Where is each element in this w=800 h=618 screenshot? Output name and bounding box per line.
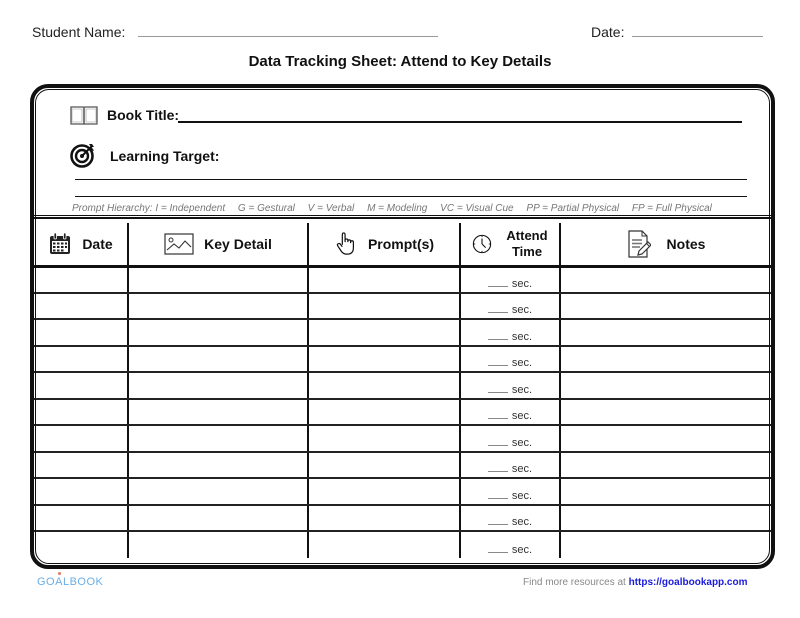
table-row	[34, 425, 771, 452]
attend-time-blank[interactable]	[488, 365, 508, 366]
prompt-hierarchy-legend	[72, 203, 722, 214]
goalbook-logo: GOALBOOK	[37, 576, 103, 588]
attend-time-cell[interactable]: sec.	[460, 452, 560, 479]
prompts-cell[interactable]	[308, 266, 460, 293]
book-icon	[70, 105, 98, 125]
table-row	[34, 531, 771, 558]
attend-time-blank[interactable]	[488, 339, 508, 340]
goalbook-link[interactable]: https://goalbookapp.com	[628, 577, 748, 588]
notes-cell[interactable]	[560, 346, 771, 373]
attend-time-blank[interactable]	[488, 286, 508, 287]
key-detail-cell[interactable]	[128, 425, 308, 452]
date-cell[interactable]	[34, 293, 128, 320]
attend-time-cell[interactable]: sec.	[460, 478, 560, 505]
notes-cell[interactable]	[560, 266, 771, 293]
key-detail-cell[interactable]	[128, 399, 308, 426]
column-label-date: Date	[82, 235, 113, 252]
notes-cell[interactable]	[560, 531, 771, 558]
attend-time-blank[interactable]	[488, 524, 508, 525]
learning-target-label: Learning Target:	[110, 148, 220, 164]
prompts-cell[interactable]	[308, 293, 460, 320]
attend-time-cell[interactable]: sec.	[460, 531, 560, 558]
table-row	[34, 319, 771, 346]
page-title: Data Tracking Sheet: Attend to Key Details	[248, 53, 552, 70]
prompts-cell[interactable]	[308, 399, 460, 426]
key-detail-cell[interactable]	[128, 266, 308, 293]
date-cell[interactable]	[34, 319, 128, 346]
column-label-prompts: Prompt(s)	[367, 235, 435, 252]
key-detail-cell[interactable]	[128, 452, 308, 479]
student-name-label: Student Name:	[32, 24, 126, 40]
key-detail-cell[interactable]	[128, 293, 308, 320]
attend-time-cell[interactable]: sec.	[460, 266, 560, 293]
table-row	[34, 505, 771, 532]
legend-modeling: M = Modeling	[367, 203, 428, 214]
notes-cell[interactable]	[560, 399, 771, 426]
info-section	[34, 88, 771, 219]
student-name-field[interactable]	[138, 36, 438, 37]
table-row	[34, 346, 771, 373]
legend-full-physical: FP = Full Physical	[631, 203, 712, 214]
attend-time-cell[interactable]: sec.	[460, 425, 560, 452]
logo-dot-icon	[58, 572, 61, 575]
attend-time-blank[interactable]	[488, 392, 508, 393]
tracking-table	[34, 223, 771, 558]
key-detail-cell[interactable]	[128, 478, 308, 505]
date-cell[interactable]	[34, 478, 128, 505]
attend-time-cell[interactable]: sec.	[460, 293, 560, 320]
attend-time-cell[interactable]: sec.	[460, 372, 560, 399]
legend-verbal: V = Verbal	[307, 203, 355, 214]
notes-cell[interactable]	[560, 372, 771, 399]
prompts-cell[interactable]	[308, 319, 460, 346]
resources-text: Find more resources at	[523, 577, 626, 588]
table-row	[34, 478, 771, 505]
header-fields	[0, 24, 800, 42]
table-row	[34, 399, 771, 426]
date-cell[interactable]	[34, 425, 128, 452]
notes-cell[interactable]	[560, 319, 771, 346]
learning-target-field-line-2[interactable]	[75, 196, 747, 197]
column-label-attend-time: Attend Time	[506, 227, 548, 259]
legend-gestural: G = Gestural	[237, 203, 295, 214]
legend-visual-cue: VC = Visual Cue	[440, 203, 514, 214]
notes-cell[interactable]	[560, 425, 771, 452]
column-header-attend-time	[460, 223, 560, 266]
date-cell[interactable]	[34, 266, 128, 293]
attend-time-cell[interactable]: sec.	[460, 505, 560, 532]
image-icon	[164, 232, 194, 256]
book-title-label: Book Title:	[107, 107, 180, 123]
prompts-cell[interactable]	[308, 372, 460, 399]
attend-time-blank[interactable]	[488, 312, 508, 313]
footer-resources	[523, 577, 748, 588]
table-row	[34, 293, 771, 320]
attend-time-blank[interactable]	[488, 418, 508, 419]
key-detail-cell[interactable]	[128, 346, 308, 373]
date-label: Date:	[591, 24, 625, 40]
key-detail-cell[interactable]	[128, 372, 308, 399]
key-detail-cell[interactable]	[128, 531, 308, 558]
key-detail-cell[interactable]	[128, 319, 308, 346]
prompts-cell[interactable]	[308, 452, 460, 479]
notes-icon	[627, 230, 651, 258]
date-cell[interactable]	[34, 399, 128, 426]
notes-cell[interactable]	[560, 293, 771, 320]
column-label-key-detail: Key Detail	[204, 235, 272, 252]
target-icon	[70, 142, 96, 168]
prompts-cell[interactable]	[308, 346, 460, 373]
table-header-row	[34, 223, 771, 266]
column-header-notes	[560, 223, 771, 266]
column-label-notes: Notes	[666, 235, 706, 252]
date-field[interactable]	[632, 36, 763, 37]
date-cell[interactable]	[34, 505, 128, 532]
learning-target-field-line-1[interactable]	[75, 179, 747, 180]
attend-time-cell[interactable]: sec.	[460, 399, 560, 426]
date-cell[interactable]	[34, 372, 128, 399]
notes-cell[interactable]	[560, 505, 771, 532]
prompts-cell[interactable]	[308, 425, 460, 452]
date-cell[interactable]	[34, 531, 128, 558]
date-cell[interactable]	[34, 346, 128, 373]
clock-icon	[472, 234, 492, 254]
attend-time-blank[interactable]	[488, 498, 508, 499]
prompts-cell[interactable]	[308, 478, 460, 505]
legend-independent: Prompt Hierarchy: I = Independent	[72, 203, 226, 214]
prompts-cell[interactable]	[308, 531, 460, 558]
legend-partial-physical: PP = Partial Physical	[526, 203, 620, 214]
column-header-date	[34, 223, 128, 266]
attend-time-cell[interactable]: sec.	[460, 346, 560, 373]
attend-time-blank[interactable]	[488, 445, 508, 446]
key-detail-cell[interactable]	[128, 505, 308, 532]
attend-time-blank[interactable]	[488, 471, 508, 472]
date-cell[interactable]	[34, 452, 128, 479]
notes-cell[interactable]	[560, 478, 771, 505]
column-header-key-detail	[128, 223, 308, 266]
table-row	[34, 372, 771, 399]
pointing-hand-icon	[334, 232, 358, 256]
attend-time-blank[interactable]	[488, 552, 508, 553]
column-header-prompts	[308, 223, 460, 266]
table-row	[34, 266, 771, 293]
book-title-field[interactable]	[178, 121, 742, 123]
tracking-sheet-frame	[30, 84, 775, 569]
prompts-cell[interactable]	[308, 505, 460, 532]
attend-time-cell[interactable]: sec.	[460, 319, 560, 346]
calendar-icon	[48, 232, 72, 256]
notes-cell[interactable]	[560, 452, 771, 479]
table-row	[34, 452, 771, 479]
